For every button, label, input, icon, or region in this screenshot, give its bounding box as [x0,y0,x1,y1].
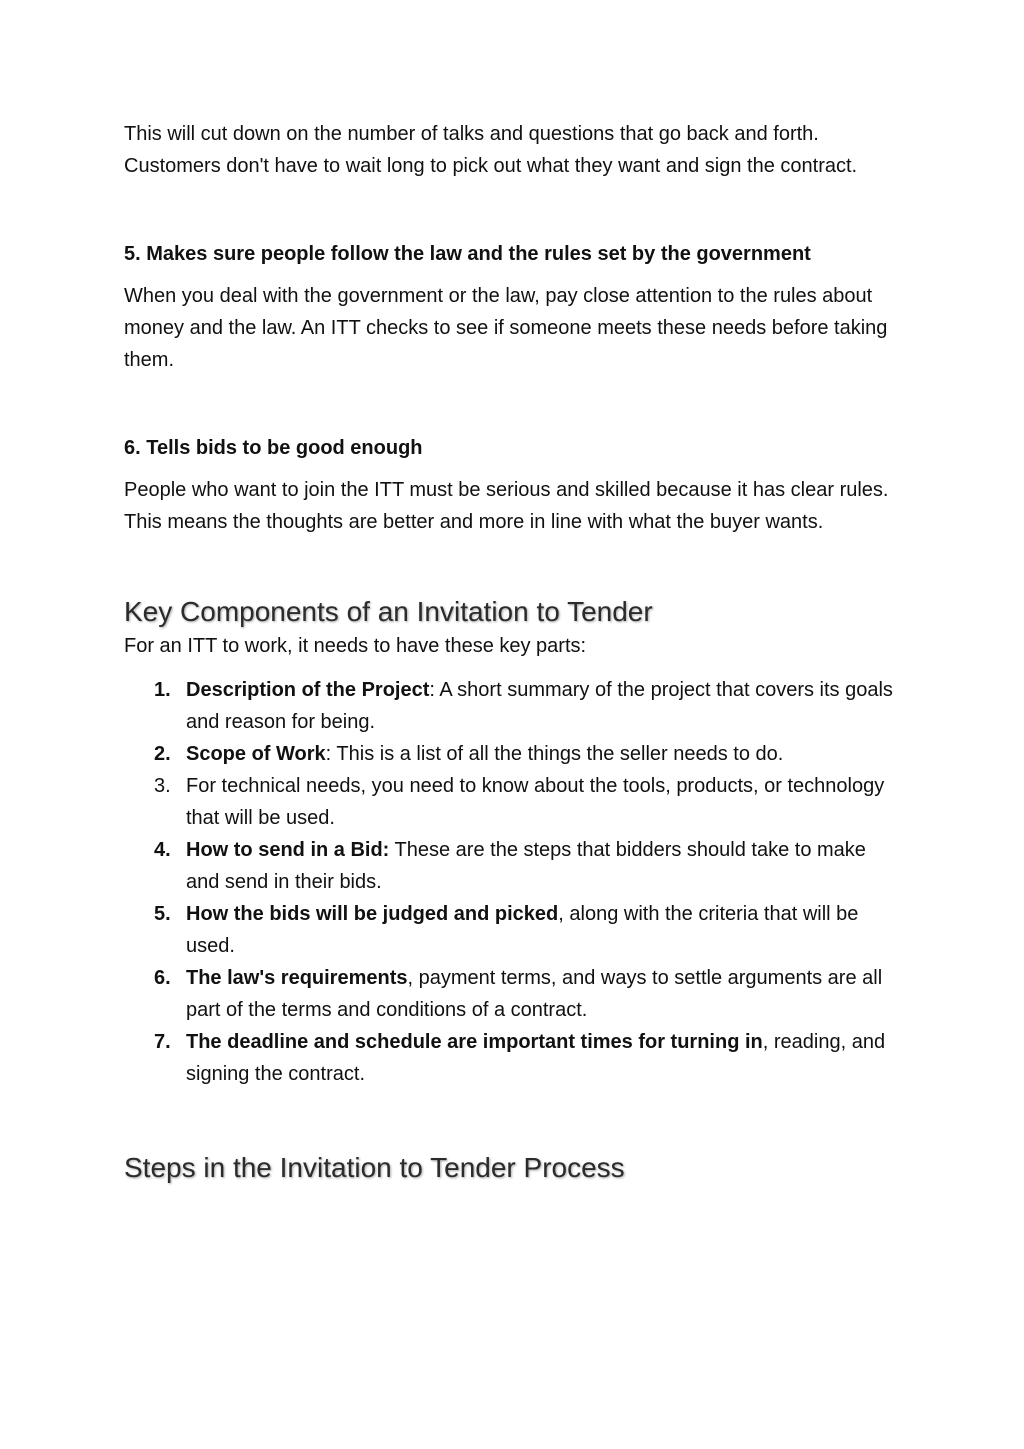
list-number: 3. [154,775,171,797]
list-number: 5. [154,903,171,925]
list-number: 6. [154,967,171,989]
section-6-paragraph: People who want to join the ITT must be serious and skilled because it has clear rules. This means the thoughts are better and more in line with what the buyer wants. [124,479,889,533]
intro-paragraph: This will cut down on the number of talks and questions that go back and forth. Customers don't have to wait long to pick out what they want and sign the contract. [124,123,858,177]
list-number: 4. [154,839,171,861]
section-6-heading: 6. Tells bids to be good enough [124,437,423,459]
list-number: 1. [154,679,171,701]
list-item-text: , reading, and signing the contract. [186,1031,886,1085]
key-components-title: Key Components of an Invitation to Tender [124,596,653,627]
list-item-text: , along with the criteria that will be used. [186,903,859,957]
list-number: 7. [154,1031,171,1053]
list-item-bold: The deadline and schedule are important times for turning in [186,1031,763,1053]
steps-title: Steps in the Invitation to Tender Process [124,1152,625,1183]
section-5-heading: 5. Makes sure people follow the law and the rules set by the government [124,243,811,265]
list-item-bold: Scope of Work [186,743,326,765]
key-components-list [124,674,904,1090]
list-item [124,1026,904,1090]
list-item-bold: How the bids will be judged and picked [186,903,559,925]
list-item-text: , payment terms, and ways to settle arguments are all part of the terms and conditions of a contract. [186,967,883,1021]
document-page [124,118,904,1186]
list-item-text: For technical needs, you need to know about the tools, products, or technology that will be used. [186,775,885,829]
key-components-lead: For an ITT to work, it needs to have these key parts: [124,635,587,657]
list-item-text: : This is a list of all the things the seller needs to do. [325,743,784,765]
list-item-bold: Description of the Project [186,679,430,701]
list-item-text: These are the steps that bidders should take to make and send in their bids. [186,839,866,893]
list-item-text: : A short summary of the project that covers its goals and reason for being. [186,679,893,733]
section-5-paragraph: When you deal with the government or the law, pay close attention to the rules about money and the law. An ITT checks to see if someone meets these needs before taking them. [124,285,888,371]
list-item [124,674,904,738]
list-item [124,770,904,834]
list-item [124,738,904,770]
list-item [124,898,904,962]
list-item [124,834,904,898]
list-item-bold: The law's requirements [186,967,408,989]
list-item [124,962,904,1026]
list-item-bold: How to send in a Bid: [186,839,390,861]
list-number: 2. [154,743,171,765]
